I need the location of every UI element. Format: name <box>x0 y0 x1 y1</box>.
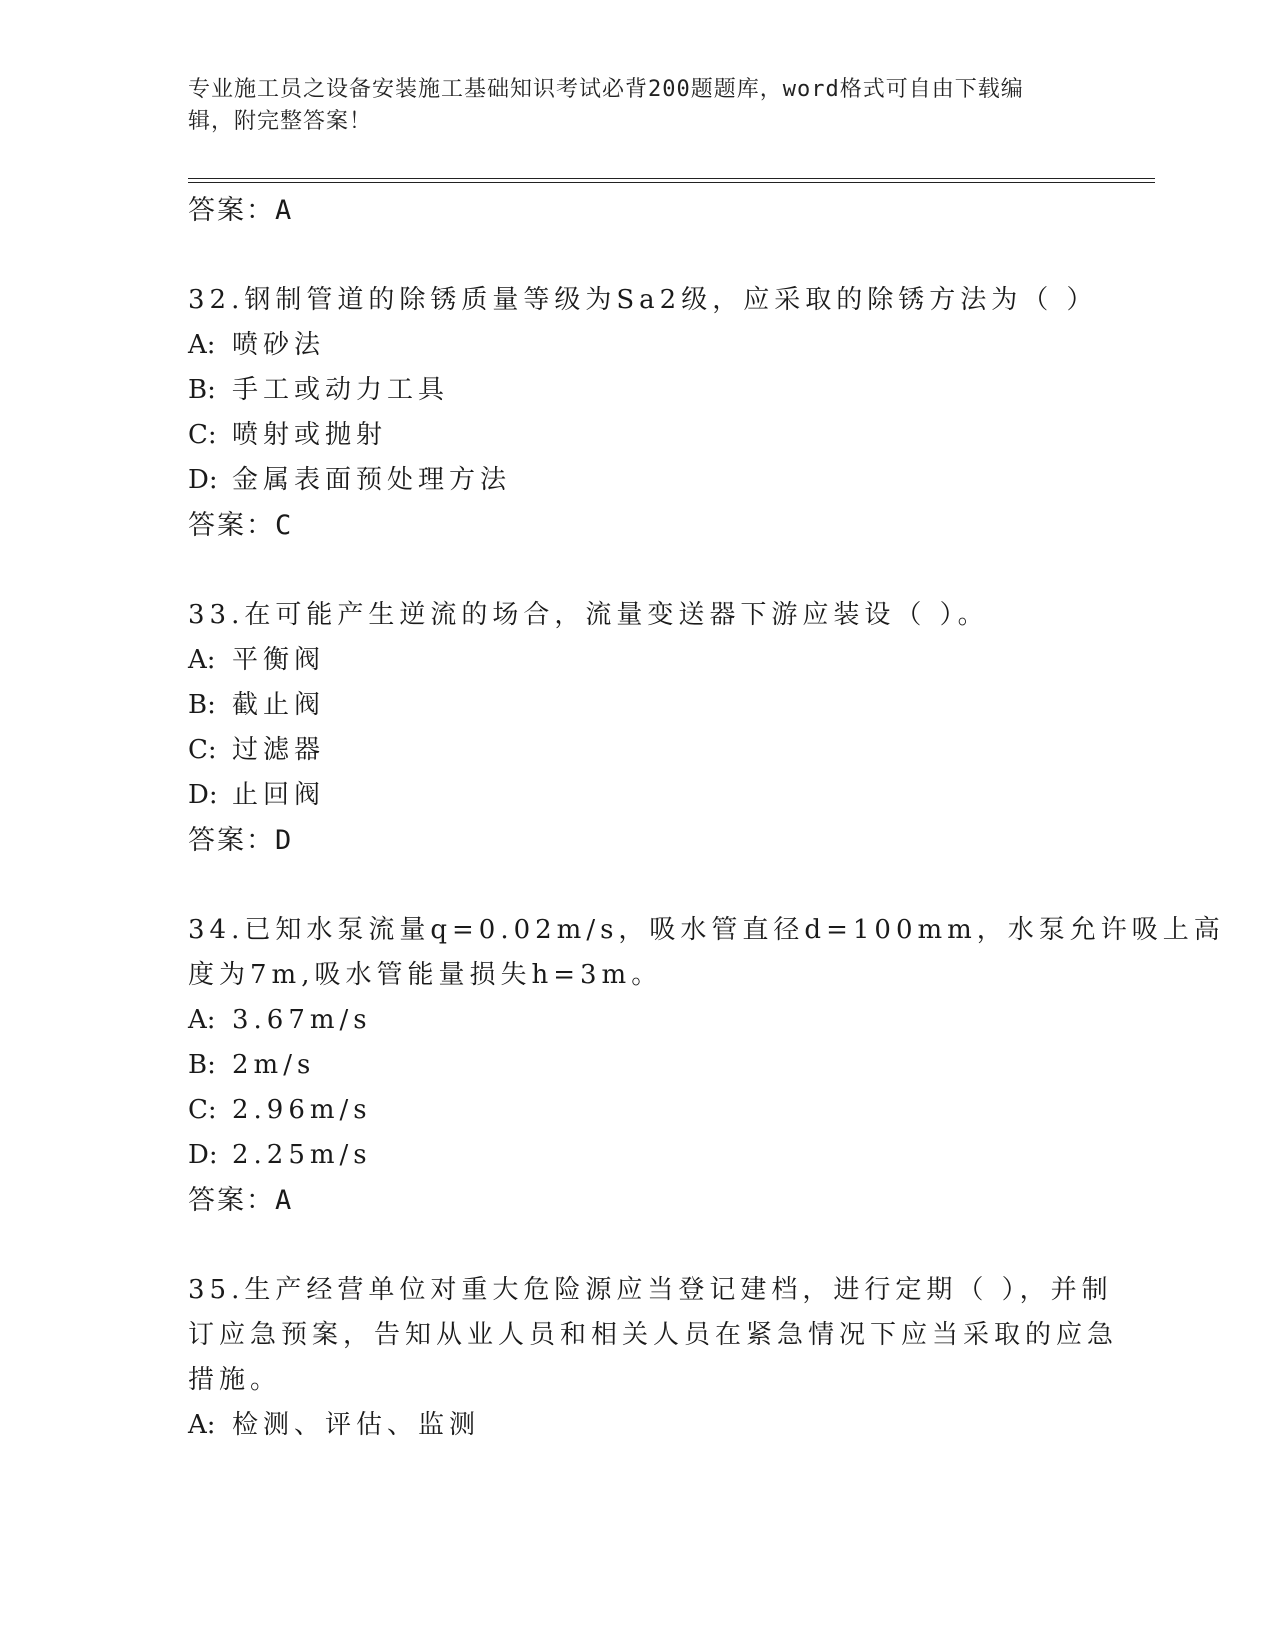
option-letter: D: <box>188 465 218 495</box>
option-text: 2m/s <box>232 1050 316 1080</box>
option-letter: D: <box>188 780 218 810</box>
option-letter: C: <box>188 1095 217 1125</box>
question-stem-line-2: 度为7m,吸水管能量损失h=3m。 <box>188 960 663 990</box>
question-34 <box>188 908 1225 1223</box>
option-a <box>188 638 1068 683</box>
answer: 答案：A <box>188 1185 294 1216</box>
option-c <box>188 728 1068 773</box>
option-text: 截止阀 <box>232 690 326 720</box>
option-letter: A: <box>188 330 216 360</box>
question-stem-line-2: 订应急预案，告知从业人员和相关人员在紧急情况下应当采取的应急 <box>188 1320 1119 1350</box>
answer-31: 答案：A <box>188 195 294 226</box>
option-letter: B: <box>188 375 216 405</box>
option-b <box>188 683 1068 728</box>
question-stem-line-1: 34.已知水泵流量q=0.02m/s，吸水管直径d=100mm，水泵允许吸上高 <box>188 915 1225 945</box>
option-d <box>188 1133 1068 1178</box>
question-stem-line-1: 35.生产经营单位对重大危险源应当登记建档，进行定期（ ），并制 <box>188 1275 1113 1305</box>
question-stem-line-3: 措施。 <box>188 1365 282 1395</box>
question-35 <box>188 1268 1119 1448</box>
option-d <box>188 458 1068 503</box>
option-d <box>188 773 1068 818</box>
option-letter: A: <box>188 645 216 675</box>
option-letter: D: <box>188 1140 218 1170</box>
header-divider <box>188 178 1155 183</box>
question-stem: 33.在可能产生逆流的场合，流量变送器下游应装设（ ）。 <box>188 600 989 630</box>
option-letter: C: <box>188 735 217 765</box>
option-b <box>188 1043 1068 1088</box>
question-stem: 32.钢制管道的除锈质量等级为Sa2级，应采取的除锈方法为（ ） <box>188 285 1098 315</box>
option-a <box>188 323 1068 368</box>
option-letter: A: <box>188 1005 216 1035</box>
option-text: 3.67m/s <box>232 1005 372 1035</box>
option-text: 2.96m/s <box>232 1095 372 1125</box>
option-letter: A: <box>188 1410 216 1440</box>
option-text: 止回阀 <box>232 780 326 810</box>
option-a <box>188 1403 1068 1448</box>
option-a <box>188 998 1068 1043</box>
document-body <box>188 188 1225 1448</box>
option-letter: C: <box>188 420 217 450</box>
option-text: 2.25m/s <box>232 1140 372 1170</box>
option-text: 喷砂法 <box>232 330 326 360</box>
option-letter: B: <box>188 1050 216 1080</box>
question-33 <box>188 593 1068 863</box>
option-text: 平衡阀 <box>232 645 326 675</box>
question-32 <box>188 278 1098 548</box>
option-letter: B: <box>188 690 216 720</box>
option-b <box>188 368 1068 413</box>
option-text: 检测、评估、监测 <box>232 1410 481 1440</box>
option-text: 过滤器 <box>232 735 326 765</box>
option-text: 金属表面预处理方法 <box>232 465 512 495</box>
answer: 答案：C <box>188 510 294 541</box>
option-text: 手工或动力工具 <box>232 375 450 405</box>
answer: 答案：D <box>188 825 294 856</box>
option-c <box>188 1088 1068 1133</box>
document-header: 专业施工员之设备安装施工基础知识考试必背200题题库，word格式可自由下载编辑，附完整答案！ <box>188 77 1024 134</box>
option-c <box>188 413 1068 458</box>
option-text: 喷射或抛射 <box>232 420 388 450</box>
